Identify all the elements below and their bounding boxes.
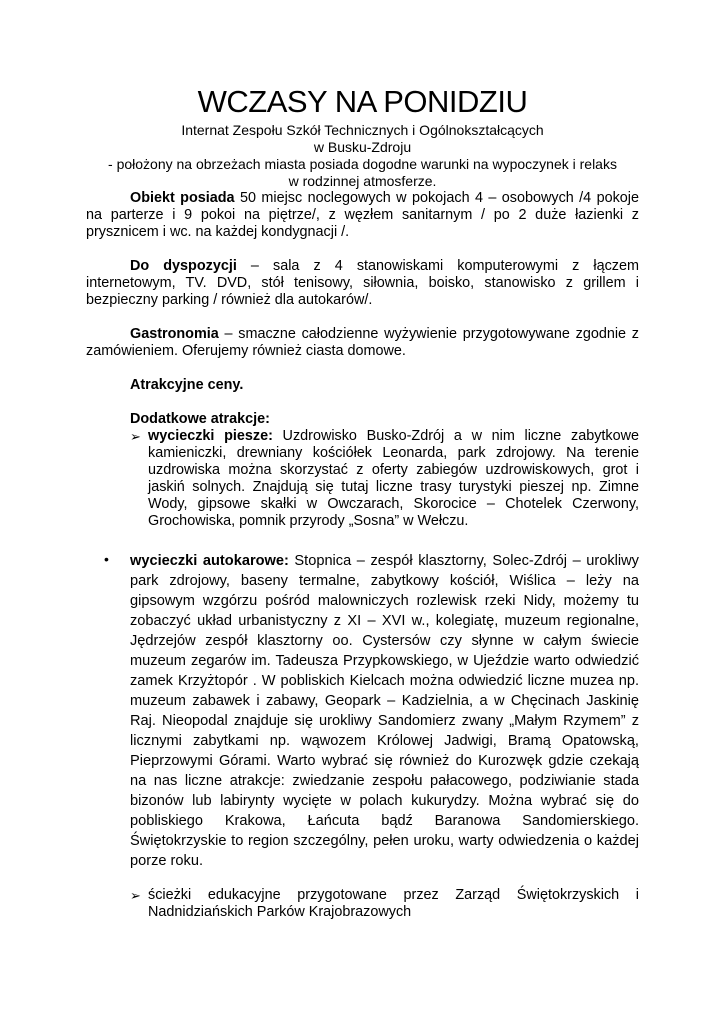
dyspozycja-paragraph [86, 258, 639, 309]
intro-line-1: Internat Zespołu Szkół Technicznych i Ogólnokształcących [181, 122, 544, 138]
arrow-bullet-icon: ➢ [130, 888, 141, 903]
page-title: WCZASY NA PONIDZIU [197, 84, 528, 119]
intro-line-4: w rodzinnej atmosferze. [288, 173, 437, 189]
gastronomia-paragraph [86, 326, 639, 360]
dyspozycja-text: – sala z 4 stanowiskami komputerowymi z łączem internetowym, TV. DVD, stół tenisowy, siłownia, boisko, stanowisko z grillem i bezpieczny parking / również dla autokarów/. [86, 258, 639, 308]
dyspozycja-lead: Do dyspozycji [130, 258, 237, 274]
obiekt-text: 50 miejsc noclegowych w pokojach 4 – osobowych /4 pokoje na parterze i 9 pokoi na piętrze/, z węzłem sanitarnym / po 2 duże łazienki z prysznicem i wc. na każdej kondygnacji /. [86, 190, 639, 240]
autokarowe-text: Stopnica – zespół klasztorny, Solec-Zdrój – urokliwy park zdrojowy, baseny termalne, zabytkowy kościół, Wiślica – leży na gipsowym wzgórzu pośród malowniczych rozlewisk rzeki Nidy, możemy tu zobaczyć układ urbanistyczny z XI – XVI w., kolegiatę, muzeum regionalne, Jędrzejów zespół klasztorny oo. Cystersów czy słynne w całym świecie muzeum zegarów im. Tadeusza Przypkowskiego, w Ujeździe warto odwiedzić zamek Krzyżtopór . W pobliskich Kielcach można odwiedzić liczne muzea np. muzeum zabawek i zabawy, Geopark – Kadzielnia, a w Chęcinach Jaskinię Raj. Nieopodal znajduje się urokliwy Sandomierz zwany „Małym Rzymem” z licznymi zabytkami np. wąwozem Królowej Jadwigi, Bramą Opatowską, Pieprzowymi Górami. Warto wybrać się również do Kurozwęk gdzie czekają na nas liczne atrakcje: zwiedzanie zespołu pałacowego, podziwianie stada bizonów lub labirynty wycięte w polach kukurydzy. Można wybrać się do pobliskiego Krakowa, Łańcuta bądź Baranowa Sandomierskiego. Świętokrzyskie to region szczególny, pełen uroku, warty odwiedzenia o każdej porze roku. [130, 553, 639, 869]
sciezki-text: ścieżki edukacyjne przygotowane przez Zarząd Świętokrzyskich i Nadnidziańskich Parków Krajobrazowych [148, 887, 639, 920]
dot-bullet-icon: • [104, 551, 109, 567]
piesze-text: Uzdrowisko Busko-Zdrój a w nim liczne zabytkowe kamieniczki, drewniany kościółek Leonarda, park zdrojowy. Na terenie uzdrowiska można skorzystać z oferty zabiegów uzdrowiskowych, grot i jaskiń solnych. Znajdują się tutaj liczne trasy turystyki pieszej np. Zimne Wody, gipsowe skałki w Owczarach, Skorocice – Chotelek Czerwony, Grochowiska, pomnik przyrody „Sosna” w Wełczu. [148, 428, 639, 529]
gastronomia-text: – smaczne całodzienne wyżywienie przygotowywane zgodnie z zamówieniem. Oferujemy również ciasta domowe. [86, 326, 639, 359]
obiekt-paragraph [86, 190, 639, 241]
autokarowe-lead: wycieczki autokarowe: [130, 553, 289, 569]
list-item-autokarowe [86, 551, 639, 871]
obiekt-lead: Obiekt posiada [130, 190, 235, 206]
dodatkowe-atrakcje-heading: Dodatkowe atrakcje: [130, 411, 270, 427]
gastronomia-lead: Gastronomia [130, 326, 219, 342]
intro-line-2: w Busku-Zdroju [313, 139, 412, 155]
arrow-bullet-icon: ➢ [130, 429, 141, 444]
list-item-piesze [86, 428, 639, 530]
list-item-sciezki [86, 887, 639, 921]
intro-line-3: - położony na obrzeżach miasta posiada dogodne warunki na wypoczynek i relaks [108, 156, 617, 172]
piesze-lead: wycieczki piesze: [148, 428, 273, 444]
document-page [86, 84, 639, 921]
atrakcyjne-ceny-heading: Atrakcyjne ceny. [130, 377, 244, 393]
